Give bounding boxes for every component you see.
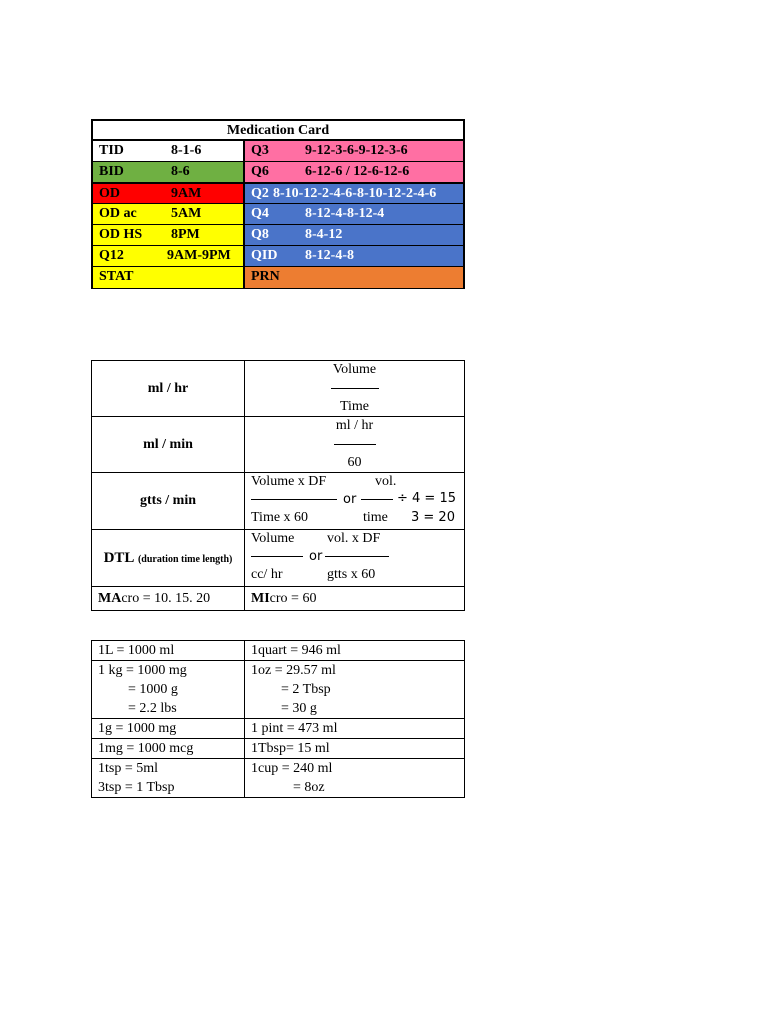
formula-dtl <box>245 530 465 587</box>
frequency-cell <box>245 141 463 161</box>
frequency-schedule: 8-1-6 <box>171 143 202 158</box>
frequency-cell <box>245 225 463 245</box>
frequency-code: Q2 <box>251 186 269 201</box>
conversion-cell: 1 pint = 473 ml <box>245 719 465 739</box>
frequency-schedule: 8-6 <box>171 164 190 179</box>
table-row <box>92 661 465 719</box>
conversion-line: = 2.2 lbs <box>128 701 177 716</box>
or-text: or <box>343 492 357 507</box>
conversion-cell: 1g = 1000 mg <box>92 719 245 739</box>
denominator: 60 <box>347 455 362 470</box>
formula-label-gtts-min: gtts / min <box>92 473 245 530</box>
conversion-cell <box>92 661 245 719</box>
conversion-cell <box>92 759 245 798</box>
frequency-code: Q4 <box>251 206 269 221</box>
conversion-cell <box>245 661 465 719</box>
frequency-schedule: 8-4-12 <box>305 227 343 242</box>
medication-card-rows <box>93 141 463 288</box>
formula-label-dtl <box>92 530 245 587</box>
medication-card-row <box>93 246 463 267</box>
numerator: Volume <box>251 531 295 546</box>
frequency-code: PRN <box>251 269 280 284</box>
conversion-cell: 1L = 1000 ml <box>92 641 245 661</box>
table-row <box>92 587 465 611</box>
iv-formula-table <box>91 360 465 611</box>
denominator: Time x 60 <box>251 510 309 525</box>
formula-label-ml-min: ml / min <box>92 417 245 473</box>
frequency-cell <box>93 184 245 203</box>
conversion-line: = 8oz <box>293 780 325 795</box>
frequency-cell <box>245 267 463 288</box>
frequency-schedule: 8PM <box>171 227 200 242</box>
denominator: Time <box>339 399 370 414</box>
frequency-cell <box>93 204 245 224</box>
frequency-schedule: 8-12-4-8 <box>305 248 354 263</box>
frequency-schedule: 8-12-4-8-12-4 <box>305 206 385 221</box>
frequency-code: STAT <box>99 269 134 284</box>
table-row <box>92 719 465 739</box>
formula-label-ml-hr: ml / hr <box>92 361 245 417</box>
formula-ml-hr <box>245 361 465 417</box>
frequency-code: BID <box>99 164 124 179</box>
conversion-cell <box>245 759 465 798</box>
table-row <box>92 530 465 587</box>
conversion-line: = 2 Tbsp <box>281 682 331 697</box>
frequency-cell <box>93 225 245 245</box>
conversion-line: = 30 g <box>281 701 317 716</box>
table-row <box>92 361 465 417</box>
dtl-sublabel: (duration time length) <box>137 553 233 565</box>
frequency-code: Q12 <box>99 248 124 263</box>
micro-drip <box>245 587 465 611</box>
table-row <box>92 759 465 798</box>
frequency-schedule: 9AM-9PM <box>167 248 231 263</box>
frequency-cell <box>93 162 245 182</box>
conversion-line: 1oz = 29.57 ml <box>251 663 336 678</box>
dtl-label: DTL <box>103 549 135 566</box>
denominator: cc/ hr <box>251 567 283 582</box>
frequency-cell <box>245 162 463 182</box>
frequency-code: OD ac <box>99 206 137 221</box>
frequency-schedule: 6-12-6 / 12-6-12-6 <box>305 164 410 179</box>
medication-card-title: Medication Card <box>93 121 463 141</box>
numerator: Volume x DF <box>251 474 327 489</box>
macro-drip <box>92 587 245 611</box>
macro-rest: cro = 10. 15. 20 <box>121 590 211 606</box>
frequency-code: Q8 <box>251 227 269 242</box>
medication-card-row <box>93 141 463 162</box>
numerator: Volume <box>332 362 377 377</box>
table-row <box>92 641 465 661</box>
conversion-line: 3tsp = 1 Tbsp <box>98 780 175 795</box>
medication-card-row <box>93 162 463 183</box>
result-text: 3 = 20 <box>411 510 455 525</box>
formula-ml-min <box>245 417 465 473</box>
frequency-cell <box>245 204 463 224</box>
frequency-cell <box>93 141 245 161</box>
frequency-cell <box>245 184 463 203</box>
frequency-schedule: 8-10-12-2-4-6-8-10-12-2-4-6 <box>273 186 437 201</box>
frequency-code: OD <box>99 186 120 201</box>
frequency-code: Q3 <box>251 143 269 158</box>
table-row <box>92 417 465 473</box>
frequency-schedule: 9-12-3-6-9-12-3-6 <box>305 143 408 158</box>
conversion-line: 1 kg = 1000 mg <box>98 663 187 678</box>
frequency-cell <box>93 246 245 266</box>
frequency-schedule: 5AM <box>171 206 202 221</box>
frequency-code: Q6 <box>251 164 269 179</box>
numerator: ml / hr <box>335 418 374 433</box>
conversion-cell: 1mg = 1000 mcg <box>92 739 245 759</box>
numerator: vol. <box>375 474 397 489</box>
conversion-line: = 1000 g <box>128 682 178 697</box>
medication-card-row <box>93 183 463 204</box>
medication-card-row <box>93 204 463 225</box>
formula-gtts-min <box>245 473 465 530</box>
frequency-code: TID <box>99 143 124 158</box>
table-row <box>92 473 465 530</box>
conversion-cell: 1Tbsp= 15 ml <box>245 739 465 759</box>
conversion-cell: 1quart = 946 ml <box>245 641 465 661</box>
medication-card-row <box>93 225 463 246</box>
frequency-code: QID <box>251 248 278 263</box>
medication-card-row <box>93 267 463 288</box>
frequency-schedule: 9AM <box>171 186 202 201</box>
medication-card <box>91 119 465 289</box>
frequency-cell <box>245 246 463 266</box>
numerator: vol. x DF <box>327 531 381 546</box>
frequency-cell <box>93 267 245 288</box>
conversion-line: 1tsp = 5ml <box>98 761 159 776</box>
denominator: gtts x 60 <box>327 567 376 582</box>
macro-bold: MA <box>98 590 122 606</box>
conversion-line: 1cup = 240 ml <box>251 761 333 776</box>
divide-text: ÷ 4 = 15 <box>397 491 456 506</box>
conversion-table <box>91 640 465 798</box>
micro-bold: MI <box>251 590 270 606</box>
or-text: or <box>309 549 323 564</box>
table-row <box>92 739 465 759</box>
micro-rest: cro = 60 <box>269 590 317 606</box>
denominator: time <box>363 510 388 525</box>
frequency-code: OD HS <box>99 227 143 242</box>
